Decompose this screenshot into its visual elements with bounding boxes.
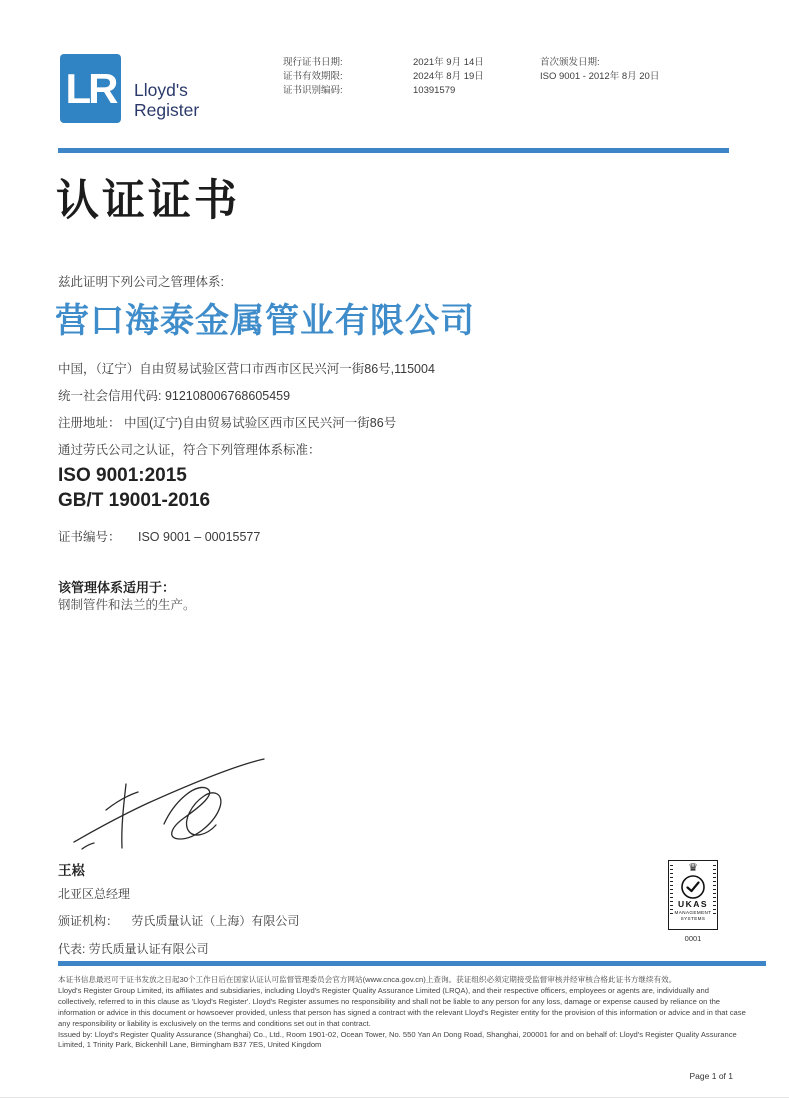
meta-label-expiry-date: 证书有效期限: xyxy=(283,71,343,82)
scope-text: 钢制管件和法兰的生产。 xyxy=(58,598,196,612)
meta-label-current-date: 现行证书日期: xyxy=(283,57,343,68)
meta-label-first-issue: 首次颁发日期: xyxy=(540,57,600,68)
company-registered-address: 注册地址： 中国(辽宁)自由贸易试验区西市区民兴河一街86号 xyxy=(58,416,397,430)
meta-labels xyxy=(283,56,343,98)
ukas-scale-ticks-left xyxy=(670,865,673,915)
meta-value-first-issue: ISO 9001 - 2012年 8月 20日 xyxy=(540,71,660,82)
company-name: 营口海泰金属管业有限公司 xyxy=(55,303,475,340)
certificate-number-value: ISO 9001 – 00015577 xyxy=(138,530,261,544)
lr-monogram-letters: LR xyxy=(65,64,116,112)
ukas-number: 0001 xyxy=(684,934,702,943)
issuing-body-name: 劳氏质量认证（上海）有限公司 xyxy=(131,914,300,928)
standards-list xyxy=(58,463,210,513)
logo-word-line1: Lloyd's xyxy=(134,80,188,100)
crown-icon: ♛ xyxy=(688,862,698,874)
lr-monogram-icon xyxy=(60,54,121,123)
footer-fine-print xyxy=(58,975,748,1051)
company-address: 中国，（辽宁）自由贸易试验区营口市西市区民兴河一街86号,115004 xyxy=(58,362,435,376)
top-divider xyxy=(58,148,729,153)
meta-value-cert-id: 10391579 xyxy=(413,85,456,96)
intro-line: 兹此证明下列公司之管理体系: xyxy=(58,275,224,289)
check-circle-icon xyxy=(680,874,706,900)
ukas-scale-ticks-right xyxy=(713,865,716,915)
certificate-title: 认证证书 xyxy=(56,178,240,225)
ukas-accreditation-mark xyxy=(666,860,720,943)
signatory-name: 王崧 xyxy=(58,863,85,878)
bottom-divider xyxy=(58,961,766,966)
meta-label-cert-id: 证书识别编码: xyxy=(283,85,343,96)
issuing-body-label: 颁证机构： xyxy=(58,914,119,928)
scope-heading: 该管理体系适用于： xyxy=(58,580,176,595)
certificate-number-row xyxy=(58,527,260,545)
logo-word-line2: Register xyxy=(134,100,200,120)
footer-issued-by: Issued by: Lloyd's Register Quality Assurance (Shanghai) Co., Ltd., Room 1901-02, Ocean Tower, No. 550 Yan An Dong Road, Shanghai, 200001 for and on behalf of: Lloyd's Register Quality Assurance Limited, 1 Trinity Park, Bickenhill Lane, Birmingham B37 7ES, United Kingdom xyxy=(58,1029,737,1050)
standard-iso: ISO 9001:2015 xyxy=(58,465,187,486)
ukas-sub-line2: SYSTEMS xyxy=(680,916,706,921)
meta-first-issue xyxy=(540,56,659,84)
approval-statement: 通过劳氏公司之认证，符合下列管理体系标准： xyxy=(58,443,321,457)
issuing-body-row xyxy=(58,912,299,929)
representative-line: 代表: 劳氏质量认证有限公司 xyxy=(58,942,209,956)
standard-gbt: GB/T 19001-2016 xyxy=(58,490,211,511)
page-number: Page 1 of 1 xyxy=(689,1071,733,1081)
footer-cn-notice: 本证书信息最迟可于证书发放之日起30个工作日后在国家认证认可监督管理委员会官方网站(www.cnca.gov.cn)上查询。获证组织必须定期接受监督审核并经审核合格此证书方继续有效。 xyxy=(58,975,677,984)
meta-values xyxy=(413,56,484,98)
signature-image xyxy=(68,746,298,858)
certificate-number-label: 证书编号： xyxy=(58,530,121,544)
footer-en-disclaimer: Lloyd's Register Group Limited, its affiliates and subsidiaries, including Lloyd's Register Quality Assurance Limited (LRQA), and their respective officers, employees or agents are, individually and collectively, referred to in this clause as 'Lloyd's Register'. Lloyd's Register assumes no responsibility and shall not be liable to any person for any loss, damage or expense caused by reliance on the information or advice in this document or howsoever provided, unless that person has signed a contract with the relevant Lloyd's Register entity for the provision of this information or advice and in that case any responsibility or liability is exclusively on the terms and conditions set out in that contract. xyxy=(58,985,746,1028)
ukas-box xyxy=(668,860,718,930)
ukas-wordmark: UKAS xyxy=(677,899,709,909)
company-details xyxy=(58,356,435,464)
meta-value-expiry-date: 2024年 8月 19日 xyxy=(413,71,484,82)
lloyds-register-wordmark xyxy=(134,80,199,120)
signatory-job-title: 北亚区总经理 xyxy=(58,887,131,901)
meta-value-current-date: 2021年 9月 14日 xyxy=(413,57,484,68)
company-social-credit-code: 统一社会信用代码: 912108006768605459 xyxy=(58,389,291,403)
ukas-sub-line1: MANAGEMENT xyxy=(674,910,712,915)
